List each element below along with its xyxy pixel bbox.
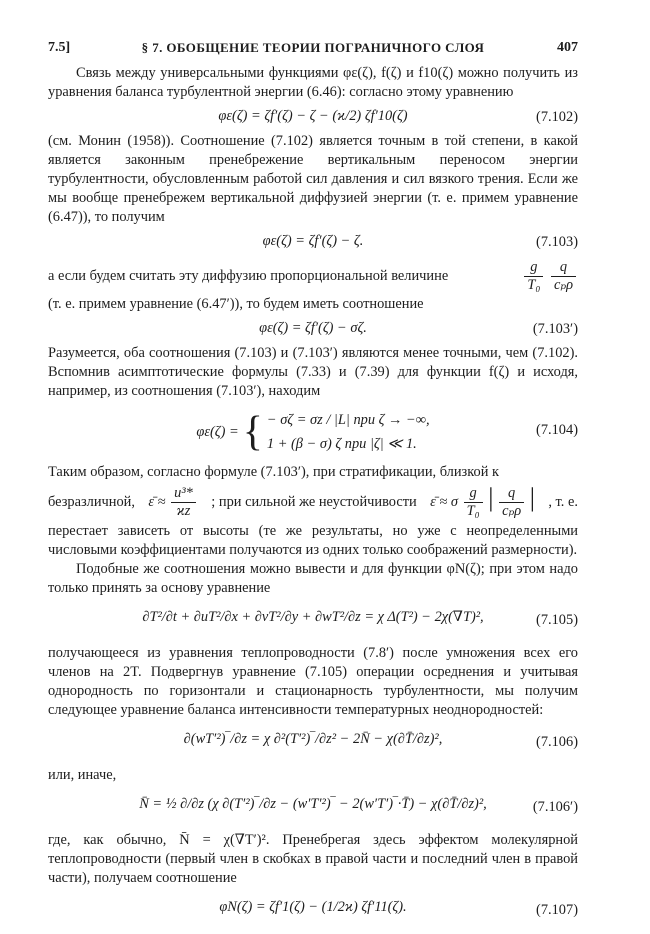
eps-unstable-formula: ε̄ ≈ σ $\frac{g}{\text{T₀}}$ | $\frac{q}{\text{cₚρ}}$ | xyxy=(430,482,535,519)
section-marker: 7.5] xyxy=(48,40,71,55)
equation-7-105 xyxy=(48,598,578,644)
curly-brace: { xyxy=(242,409,263,455)
equation-7-103 xyxy=(48,227,578,257)
paragraph-monin: (см. Монин (1958)). Соотношение (7.102) является точным в той степени, в какой является законным пренебрежение вертикальным переносом энергии турбулентности, обусловленным работой сил давления и сил вязкого трения. Если же мы вообще пренебрежем вертикальной диффузией энергии (т. е. примем уравнение (6.47)), то получим xyxy=(48,133,578,225)
equation-7-102 xyxy=(48,102,578,132)
paragraph-asymptotic: Разумеется, оба соотношения (7.103) и (7.103′) являются менее точными, чем (7.102). Вспомнив асимптотические формулы (7.33) и (7.39) для функции f(ζ) и исходя, например, из соотношения (7.103′), находим xyxy=(48,345,578,399)
book-page xyxy=(48,38,578,934)
paragraph-neutral-line: безразличной, ε̄ ≈ $\frac{\text{u³*}}{ϰz}$ ; при сильной же неустойчивости ε̄ ≈ σ $\frac{g}{\text{T₀}}$ | $\frac{q}{\text{cₚρ}}$ | , т. е. xyxy=(48,482,578,519)
equation-7-104 xyxy=(48,401,578,463)
equation-number: (7.104) xyxy=(536,422,578,438)
paragraph-otherwise: или, иначе, xyxy=(48,767,117,783)
paragraph-heat-conduction: получающееся из уравнения теплопроводности (7.8′) после умножения всех его членов на 2T. Подвергнув уравнение (7.105) операции осреднения и учитывая однородность по горизонтали и стационарность турбулентности, мы получим следующее уравнение баланса интенсивности температурных неоднородностей: xyxy=(48,645,578,718)
case-1: − σζ = σz / |L| при ζ → −∞, xyxy=(266,412,430,428)
paragraph-intro: Связь между универсальными функциями φε(ζ), f(ζ) и f10(ζ) можно получить из уравнения баланса турбулентной энергии (6.46): согласно этому уравнению xyxy=(48,65,578,100)
equation-formula: ∂(wT′²)‾/∂z = χ ∂²(T′²)‾/∂z² − 2N̄ − χ(∂T̄/∂z)², xyxy=(183,731,443,747)
equation-7-103-prime xyxy=(48,314,578,344)
paragraph-height: перестает зависеть от высоты (те же результаты, но уже с неопределенными числовыми коэффициентами получаются из одних только соображений размерности). xyxy=(48,523,578,558)
equation-number: (7.105) xyxy=(536,612,578,628)
equation-7-107 xyxy=(48,888,578,934)
eps-neutral-formula: ε̄ ≈ $\frac{\text{u³*}}{ϰz}$ xyxy=(148,485,198,520)
equation-number: (7.107) xyxy=(536,902,578,918)
case-2: 1 + (β − σ) ζ при |ζ| ≪ 1. xyxy=(266,436,417,452)
paragraph-diffusion-cont: (т. е. примем уравнение (6.47′)), то будем иметь соотношение xyxy=(48,296,424,312)
paragraph-stratification: Таким образом, согласно формуле (7.103′), при стратификации, близкой к xyxy=(48,464,499,480)
equation-formula: φε(ζ) = ζf′(ζ) − ζ. xyxy=(262,233,364,249)
cases xyxy=(267,408,430,456)
equation-7-106 xyxy=(48,720,578,766)
paragraph-neglecting: где, как обычно, N̄ = χ(∇T′)². Пренебрегая здесь эффектом молекулярной теплопроводности (первый член в скобках в правой части и последний член в правой части), получаем соотношение xyxy=(48,832,578,886)
equation-formula: φε(ζ) = ζf′(ζ) − σζ. xyxy=(259,320,367,336)
equation-7-106-prime xyxy=(48,785,578,831)
equation-number: (7.103′) xyxy=(532,321,578,337)
equation-formula: ∂T²/∂t + ∂uT²/∂x + ∂vT²/∂y + ∂wT²/∂z = χ Δ(T²) − 2χ(∇T)², xyxy=(142,609,484,625)
inline-fraction-group xyxy=(522,259,578,294)
equation-formula: N̄ = ½ ∂/∂z (χ ∂(T′²)‾/∂z − (w′T′²)‾ − 2(w′T′)‾·T̄) − χ(∂T̄/∂z)², xyxy=(139,796,487,812)
equation-number: (7.102) xyxy=(536,109,578,125)
equation-number: (7.106) xyxy=(536,734,578,750)
paragraph-diffusion-line xyxy=(48,257,578,295)
equation-number: (7.103) xyxy=(536,234,578,250)
page-number: 407 xyxy=(557,40,578,55)
diffusion-text: а если будем считать эту диффузию пропорциональной величине xyxy=(48,267,449,284)
equation-formula: φε(ζ) = ζf′(ζ) − ζ − (ϰ/2) ζf′10(ζ) xyxy=(218,108,408,124)
equation-lhs: φε(ζ) = xyxy=(196,423,239,440)
page-header xyxy=(48,38,578,64)
paragraph-phi-n: Подобные же соотношения можно вывести и для функции φN(ζ); при этом надо только принять за основу уравнение xyxy=(48,561,578,596)
running-title: § 7. ОБОБЩЕНИЕ ТЕОРИИ ПОГРАНИЧНОГО СЛОЯ xyxy=(141,40,485,55)
equation-formula: φN(ζ) = ζf′1(ζ) − (1/2ϰ) ζf′11(ζ). xyxy=(219,899,407,915)
fraction-q-over-cprho: $\frac{q}{\text{cₚρ}}$ xyxy=(551,259,576,294)
fraction-g-over-t0: $\frac{g}{\text{T₀}}$ xyxy=(524,259,543,294)
equation-number: (7.106′) xyxy=(532,799,578,815)
